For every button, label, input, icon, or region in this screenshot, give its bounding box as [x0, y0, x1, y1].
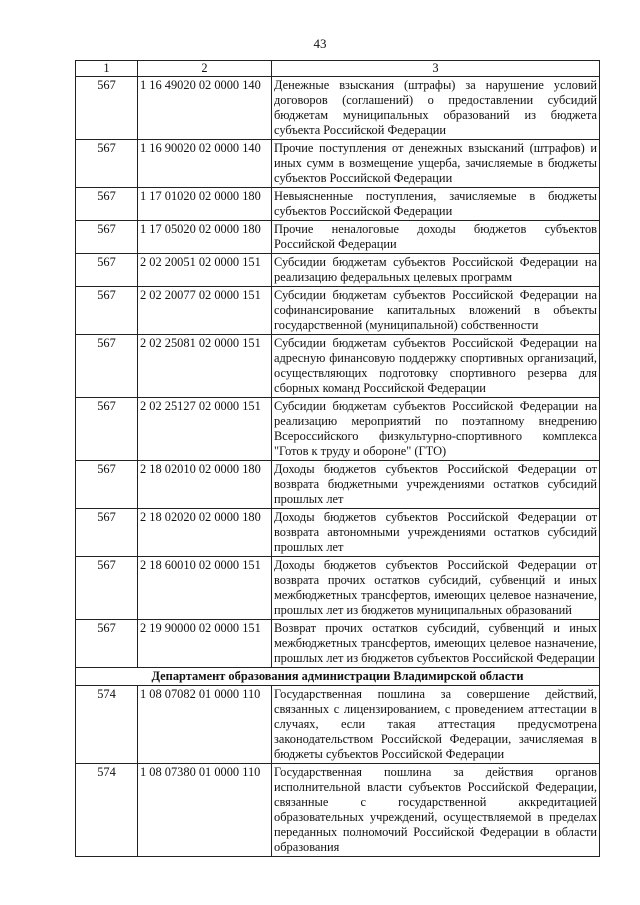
description-cell: Государственная пошлина за действия органов исполнительной власти субъектов Российской Федерации, связанные с государственной аккредитацией образовательных учреждений, осуществляемой в пределах переданных полномочий Российской Федерации в области образования	[272, 764, 600, 857]
admin-code-cell: 574	[76, 764, 138, 857]
description-cell: Государственная пошлина за совершение действий, связанных с лицензированием, с проведением аттестации в случаях, если такая аттестация предусмотрена законодательством Российской Федерации, зачисляемая в бюджеты субъектов Российской Федерации	[272, 686, 600, 764]
admin-code-cell: 567	[76, 221, 138, 254]
kbk-code-cell: 1 08 07380 01 0000 110	[138, 764, 272, 857]
description-cell: Субсидии бюджетам субъектов Российской Федерации на адресную финансовую поддержку спортивных организаций, осуществляющих подготовку спортивного резерва для сборных команд Российской Федерации	[272, 335, 600, 398]
admin-code-cell: 567	[76, 509, 138, 557]
table-row	[76, 509, 600, 557]
header-row	[76, 61, 600, 77]
kbk-code-cell: 1 08 07082 01 0000 110	[138, 686, 272, 764]
table-row	[76, 686, 600, 764]
page-number: 43	[313, 36, 327, 51]
description-cell: Невыясненные поступления, зачисляемые в бюджеты субъектов Российской Федерации	[272, 188, 600, 221]
kbk-code-cell: 2 18 02010 02 0000 180	[138, 461, 272, 509]
admin-code-cell: 567	[76, 557, 138, 620]
admin-code-cell: 567	[76, 287, 138, 335]
description-cell: Денежные взыскания (штрафы) за нарушение условий договоров (соглашений) о предоставлении субсидий бюджетам муниципальных образований из бюджета субъекта Российской Федерации	[272, 77, 600, 140]
description-cell: Возврат прочих остатков субсидий, субвенций и иных межбюджетных трансфертов, имеющих целевое назначение, прошлых лет из бюджетов субъектов Российской Федерации	[272, 620, 600, 668]
kbk-code-cell: 2 18 60010 02 0000 151	[138, 557, 272, 620]
kbk-code-cell: 2 02 25081 02 0000 151	[138, 335, 272, 398]
description-cell: Субсидии бюджетам субъектов Российской Федерации на софинансирование капитальных вложений в объекты государственной (муниципальной) собственности	[272, 287, 600, 335]
header-col-1: 1	[76, 61, 138, 77]
admin-code-cell: 567	[76, 335, 138, 398]
table-row	[76, 461, 600, 509]
table-row	[76, 557, 600, 620]
table-row	[76, 254, 600, 287]
table-row	[76, 398, 600, 461]
table-row	[76, 77, 600, 140]
admin-code-cell: 567	[76, 188, 138, 221]
description-cell: Доходы бюджетов субъектов Российской Федерации от возврата бюджетными учреждениями остатков субсидий прошлых лет	[272, 461, 600, 509]
kbk-code-cell: 1 17 01020 02 0000 180	[138, 188, 272, 221]
admin-code-cell: 567	[76, 254, 138, 287]
description-cell: Субсидии бюджетам субъектов Российской Федерации на реализацию мероприятий по поэтапному внедрению Всероссийского физкультурно-спортивного комплекса "Готов к труду и обороне" (ГТО)	[272, 398, 600, 461]
description-cell: Субсидии бюджетам субъектов Российской Федерации на реализацию федеральных целевых программ	[272, 254, 600, 287]
kbk-code-cell: 1 16 90020 02 0000 140	[138, 140, 272, 188]
table-row	[76, 221, 600, 254]
admin-code-cell: 567	[76, 398, 138, 461]
description-cell: Прочие неналоговые доходы бюджетов субъектов Российской Федерации	[272, 221, 600, 254]
table-body	[76, 61, 600, 857]
admin-code-cell: 567	[76, 77, 138, 140]
table-row	[76, 140, 600, 188]
section-title: Департамент образования администрации Владимирской области	[76, 668, 600, 686]
table-row	[76, 620, 600, 668]
table-row	[76, 188, 600, 221]
admin-code-cell: 567	[76, 461, 138, 509]
kbk-code-cell: 2 02 25127 02 0000 151	[138, 398, 272, 461]
header-col-2: 2	[138, 61, 272, 77]
kbk-code-cell: 1 17 05020 02 0000 180	[138, 221, 272, 254]
kbk-code-cell: 2 18 02020 02 0000 180	[138, 509, 272, 557]
admin-code-cell: 567	[76, 140, 138, 188]
kbk-code-cell: 2 02 20051 02 0000 151	[138, 254, 272, 287]
budget-codes-table	[75, 60, 600, 857]
kbk-code-cell: 2 19 90000 02 0000 151	[138, 620, 272, 668]
kbk-code-cell: 2 02 20077 02 0000 151	[138, 287, 272, 335]
table-row	[76, 335, 600, 398]
table-row	[76, 287, 600, 335]
kbk-code-cell: 1 16 49020 02 0000 140	[138, 77, 272, 140]
header-col-3: 3	[272, 61, 600, 77]
admin-code-cell: 567	[76, 620, 138, 668]
description-cell: Доходы бюджетов субъектов Российской Федерации от возврата прочих остатков субсидий, субвенций и иных межбюджетных трансфертов, имеющих целевое назначение, прошлых лет из бюджетов муниципальных образований	[272, 557, 600, 620]
table-row	[76, 764, 600, 857]
description-cell: Прочие поступления от денежных взысканий (штрафов) и иных сумм в возмещение ущерба, зачисляемые в бюджеты субъектов Российской Федерации	[272, 140, 600, 188]
section-row	[76, 668, 600, 686]
description-cell: Доходы бюджетов субъектов Российской Федерации от возврата автономными учреждениями остатков субсидий прошлых лет	[272, 509, 600, 557]
admin-code-cell: 574	[76, 686, 138, 764]
